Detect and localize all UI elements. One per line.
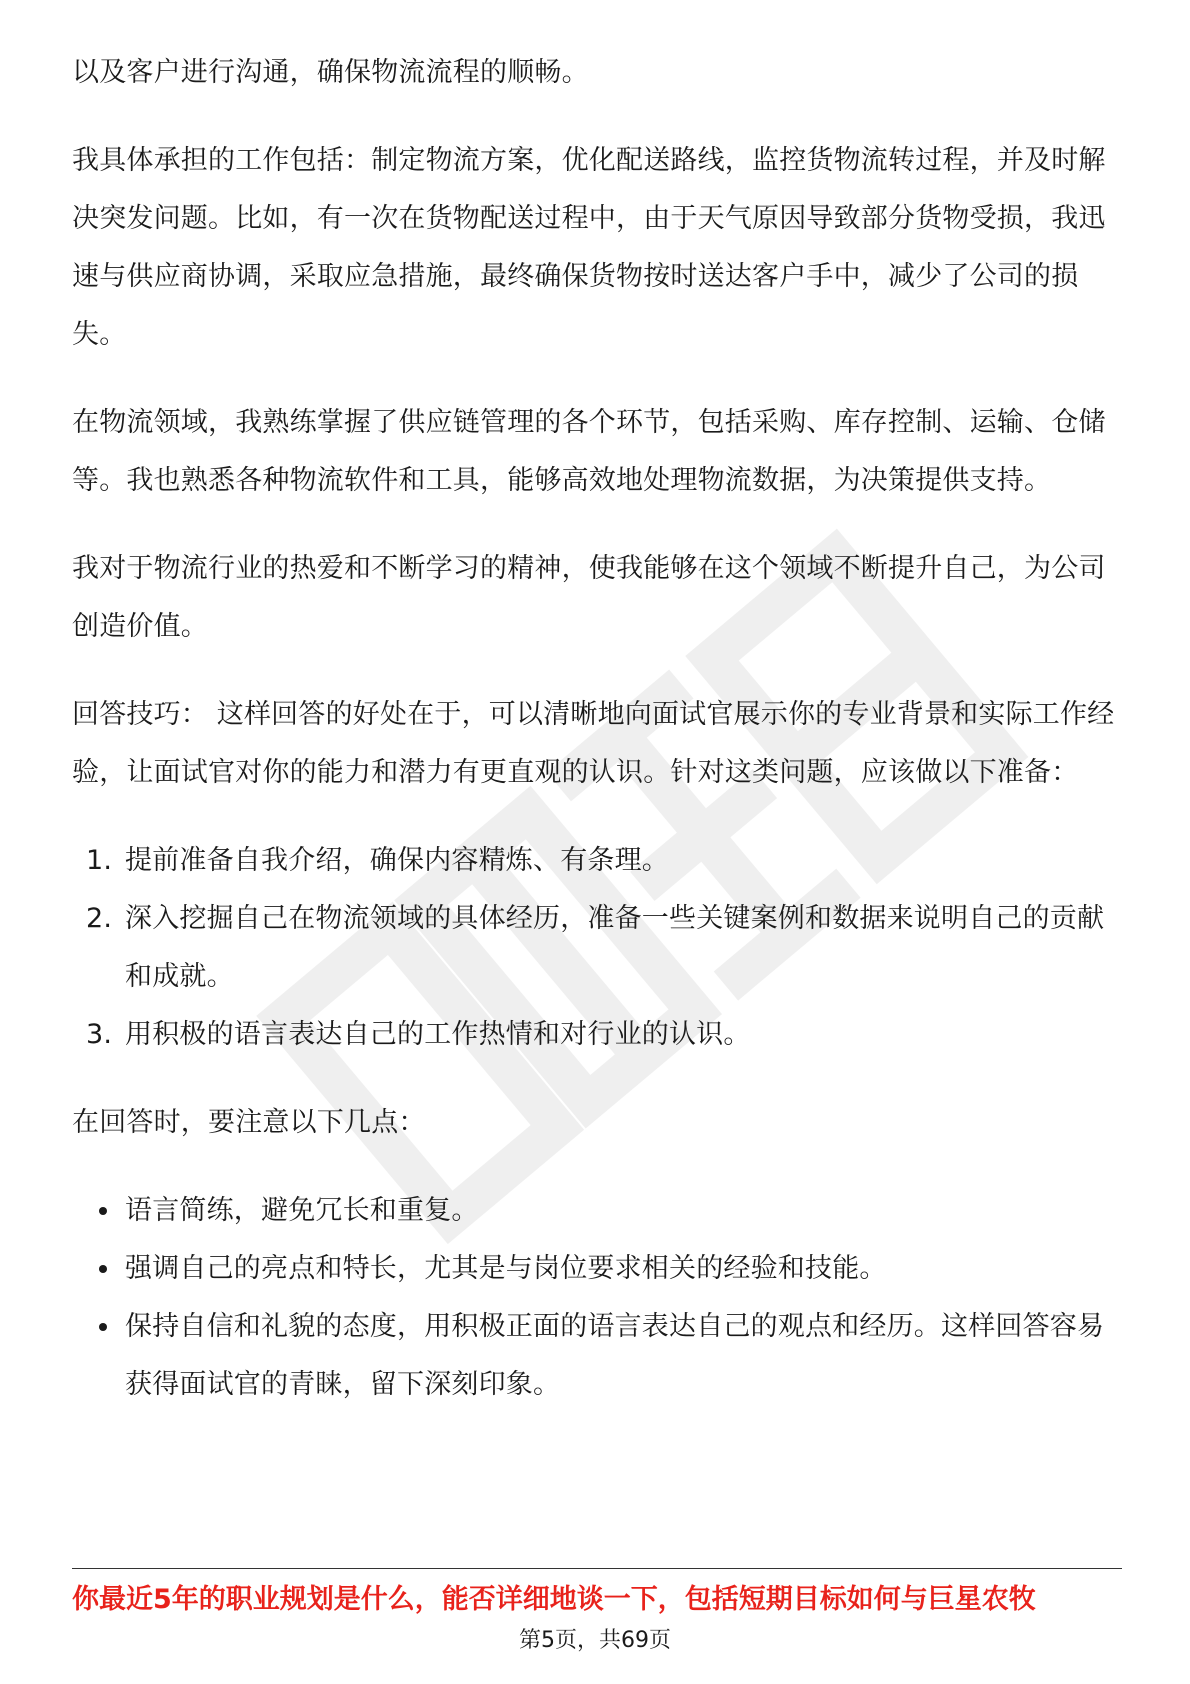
paragraph-2: 我具体承担的工作包括：制定物流方案，优化配送路线，监控货物流转过程，并及时解决突发问题。比如，有一次在货物配送过程中，由于天气原因导致部分货物受损，我迅速与供应商协调，采取应急措施，最终确保货物按时送达客户手中，减少了公司的损失。 bbox=[72, 145, 1106, 350]
answer-tips-paragraph: 回答技巧： 这样回答的好处在于，可以清晰地向面试官展示你的专业背景和实际工作经验，让面试官对你的能力和潜力有更直观的认识。针对这类问题，应该做以下准备： bbox=[72, 699, 1115, 788]
list-item bbox=[72, 890, 1122, 1006]
page-number: 第5页，共69页 bbox=[519, 1628, 671, 1653]
paragraph-3: 在物流领域，我熟练掌握了供应链管理的各个环节，包括采购、库存控制、运输、仓储等。我也熟悉各种物流软件和工具，能够高效地处理物流数据，为决策提供支持。 bbox=[72, 407, 1106, 496]
notes-intro: 在回答时，要注意以下几点： bbox=[72, 1107, 426, 1138]
paragraph-4: 我对于物流行业的热爱和不断学习的精神，使我能够在这个领域不断提升自己，为公司创造价值。 bbox=[72, 553, 1106, 642]
notes-list bbox=[72, 1182, 1122, 1414]
list-number: 2. bbox=[86, 903, 113, 934]
list-item-text: 深入挖掘自己在物流领域的具体经历，准备一些关键案例和数据来说明自己的贡献和成就。 bbox=[125, 903, 1105, 992]
bullet-item: 保持自信和礼貌的态度，用积极正面的语言表达自己的观点和经历。这样回答容易获得面试官的青睐，留下深刻印象。 bbox=[72, 1298, 1122, 1414]
list-item bbox=[72, 1006, 1122, 1064]
list-item-text: 提前准备自我介绍，确保内容精炼、有条理。 bbox=[125, 845, 669, 876]
list-item bbox=[72, 832, 1122, 890]
preparation-list bbox=[72, 832, 1122, 1064]
list-item-text: 用积极的语言表达自己的工作热情和对行业的认识。 bbox=[125, 1019, 751, 1050]
list-number: 3. bbox=[86, 1019, 113, 1050]
paragraph-1: 以及客户进行沟通，确保物流流程的顺畅。 bbox=[72, 57, 589, 88]
document-body bbox=[72, 44, 1122, 1414]
bullet-item: 语言简练，避免冗长和重复。 bbox=[72, 1182, 1122, 1240]
bullet-item: 强调自己的亮点和特长，尤其是与岗位要求相关的经验和技能。 bbox=[72, 1240, 1122, 1298]
list-number: 1. bbox=[86, 845, 113, 876]
footer-divider bbox=[72, 1568, 1122, 1569]
next-question-title: 你最近5年的职业规划是什么，能否详细地谈一下，包括短期目标如何与巨星农牧 bbox=[72, 1584, 1036, 1615]
